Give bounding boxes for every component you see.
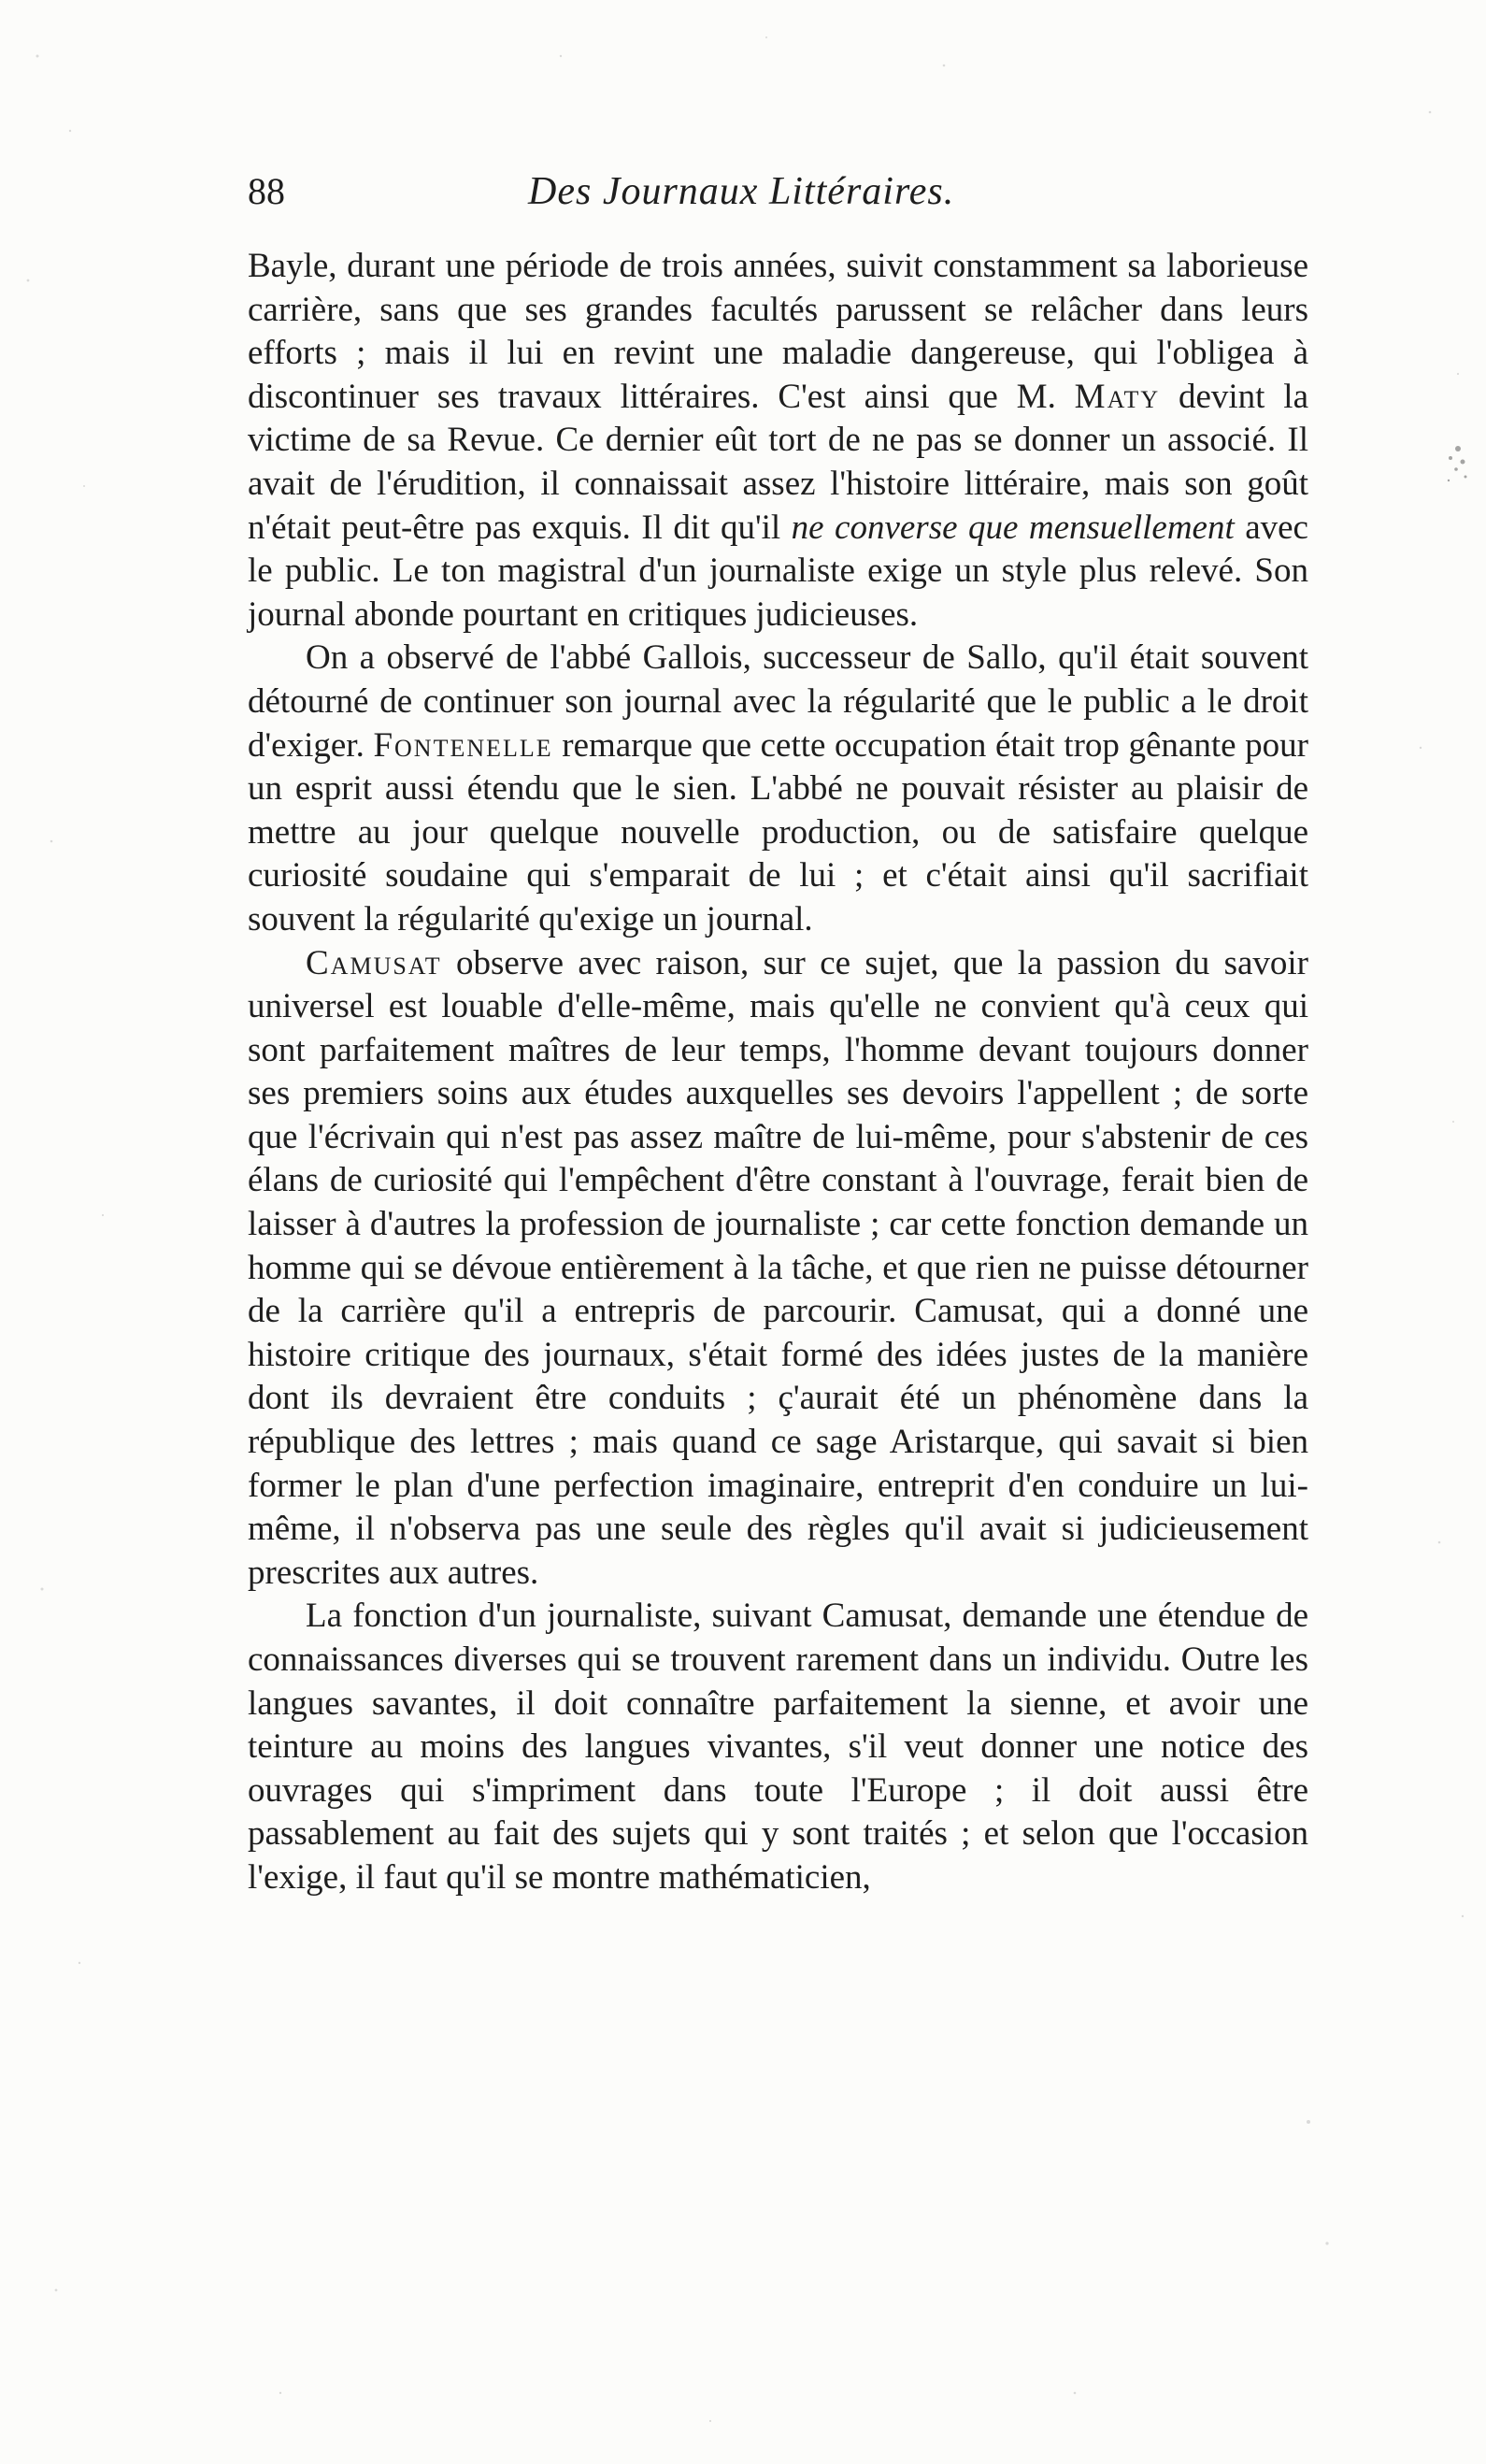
paragraph-1-text-a: Bayle, durant une période de trois années, suivit constamment sa laborieuse carrière, sans que ses grandes facultés parussent se relâcher dans leurs efforts ; mais il lui en revint une maladie dangereuse, qui l'obligea à discontinuer ses travaux littéraires. C'est ainsi que M. (248, 247, 1308, 416)
paragraph-1 (248, 245, 1308, 637)
body-text (248, 245, 1308, 1900)
paragraph-1-text-c: avec le public. Le ton magistral d'un journaliste exige un style plus relevé. Son journal abonde pourtant en critiques judicieuses. (248, 508, 1308, 634)
page-number: 88 (248, 170, 285, 212)
paragraph-2-name: Fontenelle (373, 725, 553, 765)
paragraph-1-quote: ne converse que mensuellement (791, 508, 1235, 547)
paragraph-3 (248, 942, 1308, 1596)
paragraph-1-text-b: devint la victime de sa Revue. Ce dernier eût tort de ne pas se donner un associé. Il avait de l'érudition, il connaissait assez l'histoire littéraire, mais son goût n'était peut-être pas exquis. Il dit qu'il (248, 377, 1308, 547)
paragraph-3-name: Camusat (306, 943, 442, 982)
paragraph-2-text-b: remarque que cette occupation était trop gênante pour un esprit aussi étendu que le sien. L'abbé ne pouvait résister au plaisir de mettre au jour quelque nouvelle production, ou de satisfaire quelque curiosité soudaine qui s'emparait de lui ; et c'était ainsi qu'il sacrifiait souvent la régularité qu'exige un journal. (248, 725, 1308, 938)
paragraph-2-text-a: On a observé de l'abbé Gallois, successeur de Sallo, qu'il était souvent détourné de continuer son journal avec la régularité que le public a le droit d'exiger. (248, 638, 1308, 765)
paragraph-1-name: Maty (1074, 377, 1161, 416)
paragraph-3-text: observe avec raison, sur ce sujet, que la passion du savoir universel est louable d'elle-même, mais qu'elle ne convient qu'à ceux qui sont parfaitement maîtres de leur temps, l'homme devant toujours donner ses premiers soins aux études auxquelles ses devoirs l'appellent ; de sorte que l'écrivain qui n'est pas assez maître de lui-même, pour s'abstenir de ces élans de curiosité qui l'empêchent d'être constant à l'ouvrage, ferait bien de laisser à d'autres la profession de journaliste ; car cette fonction demande un homme qui se dévoue entièrement à la tâche, et que rien ne puisse détourner de la carrière qu'il a entrepris de parcourir. Camusat, qui a donné une histoire critique des journaux, s'était formé des idées justes de la manière dont ils devraient être conduits ; ç'aurait été un phénomène dans la république des lettres ; mais quand ce sage Aristarque, qui savait si bien former le plan d'une perfection imaginaire, entreprit d'en conduire un lui-même, il n'observa pas une seule des règles qu'il avait si judicieusement prescrites aux autres. (248, 943, 1308, 1592)
paragraph-4 (248, 1595, 1308, 1899)
ink-blot (1439, 439, 1477, 495)
page-header (248, 168, 1313, 224)
paragraph-4-text: La fonction d'un journaliste, suivant Camusat, demande une étendue de connaissances diverses qui se trouvent rarement dans un individu. Outre les langues savantes, il doit connaître parfaitement la sienne, et avoir une teinture au moins des langues vivantes, s'il veut donner une notice des ouvrages qui s'impriment dans toute l'Europe ; il doit aussi être passablement au fait des sujets qui y sont traités ; et selon que l'occasion l'exige, il faut qu'il se montre mathématicien, (248, 1597, 1308, 1897)
paragraph-2 (248, 637, 1308, 941)
running-title: Des Journaux Littéraires. (528, 170, 955, 213)
